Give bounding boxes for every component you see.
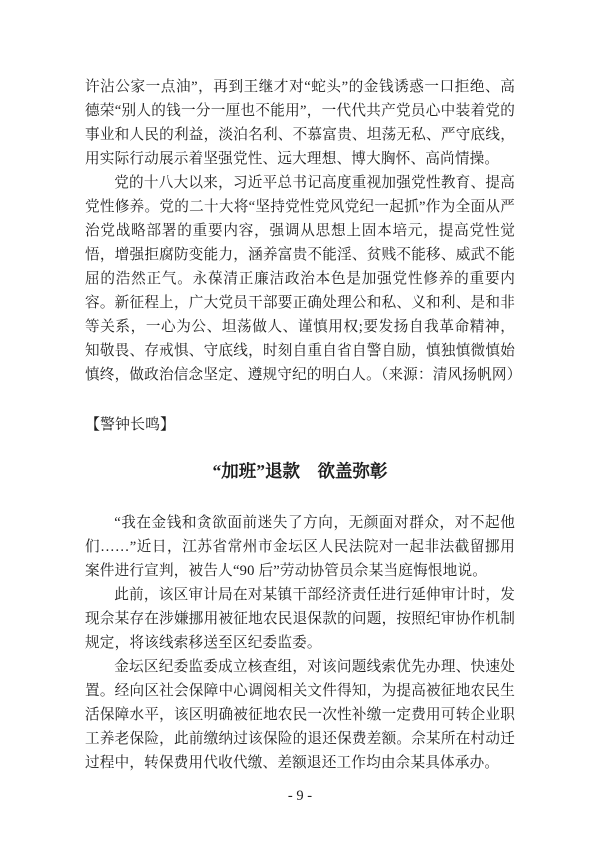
article-title: “加班”退款 欲盖弥彰 bbox=[212, 461, 388, 481]
section-header: 【警钟长鸣】 bbox=[85, 417, 176, 433]
article-paragraph-audit: 此前，该区审计局在对某镇干部经济责任进行延伸审计时，发现佘某存在涉嫌挪用被征地农民退保款的问题，按照纪审协作机制规定，将该线索移送至区纪委监委。 bbox=[85, 587, 515, 651]
article-paragraph-confession: “我在金钱和贪欲面前迷失了方向，无颜面对群众，对不起他们……”近日，江苏省常州市金坛区人民法院对一起非法截留挪用案件进行宣判，被告人“90 后”劳动协管员佘某当庭悔恨地说。 bbox=[85, 515, 515, 579]
paragraph-continuation: 许沾公家一点油”，再到王继才对“蛇头”的金钱诱惑一口拒绝、高德荣“别人的钱一分一厘也不能用”，一代代共产党员心中装着党的事业和人民的利益，淡泊名利、不慕富贵、坦荡无私、严守底线，用实际行动展示着坚强党性、远大理想、博大胸怀、高尚情操。 bbox=[85, 79, 515, 167]
page-content bbox=[85, 75, 522, 775]
article-body bbox=[85, 511, 515, 775]
page-number: - 9 - bbox=[287, 788, 313, 804]
article-paragraph-investigation: 金坛区纪委监委成立核查组，对该问题线索优先办理、快速处置。经向区社会保障中心调阅相关文件得知，为提高被征地农民生活保障水平，该区明确被征地农民一次性补缴一定费用可转企业职工养老保险，此前缴纳过该保险的退还保费差额。佘某所在村动迁过程中，转保费用代收代缴、差额退还工作均由佘某具体承办。 bbox=[85, 659, 515, 771]
paragraph-party-spirit: 党的十八大以来，习近平总书记高度重视加强党性教育、提高党性修养。党的二十大将“坚持党性党风党纪一起抓”作为全面从严治党战略部署的重要内容，强调从思想上固本培元，提高党性觉悟，增强拒腐防变能力，涵养富贵不能淫、贫贱不能移、威武不能屈的浩然正气。永葆清正廉洁政治本色是加强党性修养的重要内容。新征程上，广大党员干部要正确处理公和私、义和利、是和非等关系，一心为公、坦荡做人、谨慎用权;要发扬自我革命精神，知敬畏、存戒惧、守底线，时刻自重自省自警自励，慎独慎微慎始慎终，做政治信念坚定、遵规守纪的明白人。（来源：清风扬帆网） bbox=[85, 175, 522, 383]
